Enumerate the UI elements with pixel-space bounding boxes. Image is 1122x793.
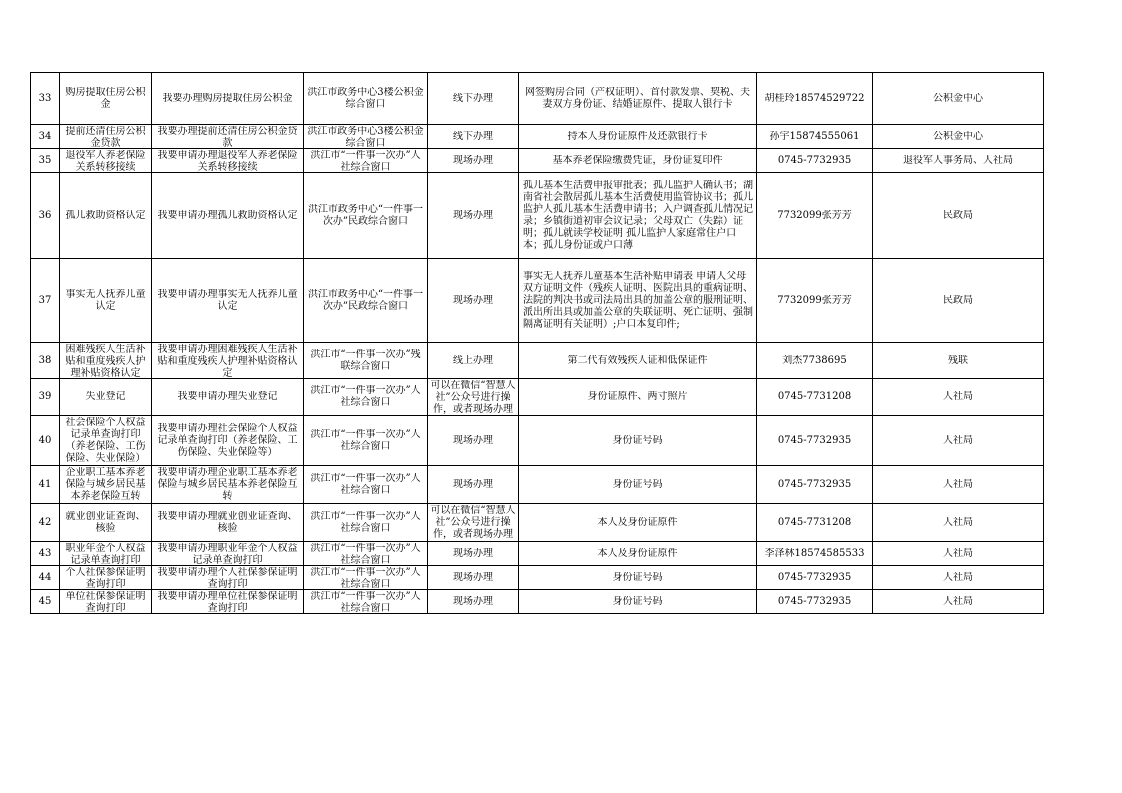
required-materials-cell	[519, 259, 757, 343]
table-row	[31, 466, 1044, 504]
row-number: 41	[38, 478, 52, 490]
department-cell	[873, 73, 1044, 125]
row-number: 33	[38, 92, 52, 104]
item-description-cell	[152, 466, 304, 504]
item-name: 困难残疾人生活补贴和重度残疾人护理补贴资格认定	[65, 343, 146, 378]
handling-mode-cell	[428, 379, 519, 416]
row-number: 37	[38, 294, 52, 306]
row-number-cell	[31, 379, 60, 416]
row-number-cell	[31, 590, 60, 614]
department: 公积金中心	[933, 130, 983, 142]
contact-info: 胡桂玲18574529722	[764, 92, 865, 104]
service-location-cell	[304, 259, 428, 343]
required-materials-cell	[519, 416, 757, 466]
service-location: 洪江市“一件事一次办”人社综合窗口	[310, 566, 421, 589]
contact-info-cell	[757, 590, 873, 614]
row-number-cell	[31, 542, 60, 566]
item-description: 我要申请办理就业创业证查询、核验	[157, 510, 298, 534]
department: 人社局	[943, 571, 973, 583]
service-location: 洪江市政务中心3楼公积金综合窗口	[307, 125, 424, 148]
contact-info-cell	[757, 173, 873, 259]
handling-mode: 现场办理	[453, 478, 493, 490]
handling-mode: 现场办理	[453, 547, 493, 559]
item-name: 退役军人养老保险关系转移接续	[65, 149, 146, 172]
contact-info: 0745-7731208	[777, 516, 852, 528]
row-number-cell	[31, 343, 60, 379]
row-number: 38	[38, 354, 52, 366]
contact-info-cell	[757, 259, 873, 343]
service-location-cell	[304, 73, 428, 125]
department: 人社局	[943, 595, 973, 607]
department: 人社局	[943, 516, 973, 528]
service-location-cell	[304, 590, 428, 614]
contact-info-cell	[757, 566, 873, 590]
handling-mode-cell	[428, 590, 519, 614]
department-cell	[873, 343, 1044, 379]
item-description-cell	[152, 379, 304, 416]
required-materials: 基本养老保险缴费凭证，身份证复印件	[552, 154, 723, 166]
department-cell	[873, 416, 1044, 466]
handling-mode: 现场办理	[453, 595, 493, 607]
department: 人社局	[943, 478, 973, 490]
department: 人社局	[943, 434, 973, 446]
item-name-cell	[60, 125, 152, 149]
item-description-cell	[152, 125, 304, 149]
handling-mode-cell	[428, 149, 519, 173]
item-name: 企业职工基本养老保险与城乡居民基本养老保险互转	[65, 466, 146, 502]
table-row	[31, 73, 1044, 125]
handling-mode: 现场办理	[453, 209, 493, 221]
handling-mode-cell	[428, 504, 519, 542]
item-description-cell	[152, 542, 304, 566]
item-name-cell	[60, 379, 152, 416]
required-materials-cell	[519, 504, 757, 542]
service-location: 洪江市“一件事一次办”人社综合窗口	[310, 428, 421, 452]
contact-info-cell	[757, 416, 873, 466]
row-number: 40	[38, 434, 52, 446]
required-materials-cell	[519, 466, 757, 504]
item-description-cell	[152, 504, 304, 542]
service-location-cell	[304, 379, 428, 416]
required-materials-cell	[519, 173, 757, 259]
row-number-cell	[31, 416, 60, 466]
required-materials: 身份证号码	[612, 434, 663, 446]
item-name-cell	[60, 259, 152, 343]
item-name: 社会保险个人权益记录单查询打印（养老保险、工伤保险、失业保险）	[65, 416, 146, 464]
table-row	[31, 416, 1044, 466]
contact-info-cell	[757, 379, 873, 416]
table-row	[31, 259, 1044, 343]
row-number-cell	[31, 566, 60, 590]
service-location: 洪江市“一件事一次办”人社综合窗口	[310, 590, 421, 613]
item-description: 我要办理购房提取住房公积金	[162, 92, 293, 104]
contact-info-cell	[757, 504, 873, 542]
service-location: 洪江市“一件事一次办”人社综合窗口	[310, 472, 421, 496]
contact-info: 李泽林18574585533	[764, 547, 865, 559]
row-number-cell	[31, 504, 60, 542]
handling-mode-cell	[428, 542, 519, 566]
contact-info-cell	[757, 149, 873, 173]
item-description-cell	[152, 566, 304, 590]
contact-info: 0745-7732935	[777, 434, 852, 446]
row-number: 39	[38, 391, 52, 402]
service-location: 洪江市政务中心3楼公积金综合窗口	[307, 86, 424, 110]
item-description: 我要申请办理退役军人养老保险关系转移接续	[157, 149, 298, 172]
item-name-cell	[60, 590, 152, 614]
handling-mode-cell	[428, 259, 519, 343]
table-row	[31, 343, 1044, 379]
service-location-cell	[304, 542, 428, 566]
table-row	[31, 379, 1044, 416]
table-row	[31, 149, 1044, 173]
row-number-cell	[31, 259, 60, 343]
contact-info: 0745-7732935	[777, 571, 852, 583]
service-location-cell	[304, 504, 428, 542]
row-number: 45	[38, 595, 52, 607]
service-location-cell	[304, 343, 428, 379]
required-materials-cell	[519, 343, 757, 379]
contact-info: 0745-7732935	[777, 478, 852, 490]
required-materials: 第二代有效残疾人证和低保证件	[567, 354, 708, 366]
item-description-cell	[152, 73, 304, 125]
required-materials-cell	[519, 379, 757, 416]
row-number-cell	[31, 73, 60, 125]
item-name: 个人社保参保证明查询打印	[65, 566, 146, 589]
required-materials-cell	[519, 125, 757, 149]
row-number-cell	[31, 466, 60, 504]
contact-info: 0745-7732935	[777, 154, 852, 166]
handling-mode-cell	[428, 125, 519, 149]
item-description: 我要申请办理事实无人抚养儿童认定	[157, 288, 298, 312]
contact-info: 0745-7731208	[777, 391, 852, 402]
department-cell	[873, 466, 1044, 504]
handling-mode: 现场办理	[453, 434, 493, 446]
required-materials-cell	[519, 73, 757, 125]
contact-info: 7732099张芳芳	[777, 294, 852, 306]
item-name: 孤儿救助资格认定	[65, 209, 146, 221]
row-number: 34	[38, 130, 52, 142]
item-description-cell	[152, 173, 304, 259]
required-materials: 孤儿基本生活费申报审批表；孤儿监护人确认书；湖南省社会散居孤儿基本生活费使用监管协议书；孤儿监护人孤儿基本生活费申请书；入户调查孤儿情况记录；乡镇街道初审会议记录；父母双亡（失踪）证明；孤儿就读学校证明 孤儿监护人家庭常住户口本；孤儿身份证或户口薄	[523, 179, 753, 251]
department: 人社局	[943, 547, 973, 559]
item-name-cell	[60, 466, 152, 504]
item-description: 我要申请办理失业登记	[177, 391, 278, 402]
required-materials: 本人及身份证原件	[597, 547, 678, 559]
department: 公积金中心	[933, 92, 983, 104]
item-name: 购房提取住房公积金	[65, 86, 146, 110]
contact-info-cell	[757, 73, 873, 125]
required-materials: 事实无人抚养儿童基本生活补贴申请表 申请人父母双方证明文件（残疾人证明、医院出具的重病证明、法院的判决书或司法局出具的加盖公章的服刑证明、派出所出具或加盖公章的失联证明、死亡证明、强制隔离证明有关证明）;户口本复印件;	[523, 270, 753, 330]
item-name-cell	[60, 173, 152, 259]
item-name-cell	[60, 504, 152, 542]
item-name: 提前还清住房公积金贷款	[65, 125, 146, 148]
table-row	[31, 504, 1044, 542]
department: 民政局	[943, 294, 973, 306]
item-description: 我要办理提前还清住房公积金贷款	[157, 125, 298, 148]
item-description-cell	[152, 343, 304, 379]
table-row	[31, 173, 1044, 259]
contact-info: 7732099张芳芳	[777, 209, 852, 221]
department-cell	[873, 504, 1044, 542]
service-location: 洪江市“一件事一次办”人社综合窗口	[310, 542, 421, 565]
service-table	[30, 72, 1044, 614]
item-description-cell	[152, 259, 304, 343]
handling-mode: 可以在微信“智慧人社”公众号进行操作，或者现场办理	[430, 379, 516, 415]
item-name-cell	[60, 149, 152, 173]
required-materials-cell	[519, 149, 757, 173]
handling-mode: 线下办理	[453, 92, 493, 104]
item-description: 我要申请办理单位社保参保证明查询打印	[157, 590, 298, 613]
required-materials-cell	[519, 566, 757, 590]
handling-mode: 线下办理	[453, 130, 493, 142]
service-location: 洪江市“一件事一次办”残联综合窗口	[310, 348, 421, 372]
handling-mode-cell	[428, 173, 519, 259]
service-location-cell	[304, 416, 428, 466]
table-row	[31, 566, 1044, 590]
department-cell	[873, 173, 1044, 259]
row-number: 36	[38, 209, 52, 221]
row-number-cell	[31, 125, 60, 149]
required-materials: 身份证原件、两寸照片	[587, 391, 688, 402]
required-materials: 持本人身份证原件及还款银行卡	[567, 130, 708, 142]
department-cell	[873, 259, 1044, 343]
item-description: 我要申请办理孤儿救助资格认定	[157, 209, 298, 221]
item-description: 我要申请办理困难残疾人生活补贴和重度残疾人护理补贴资格认定	[157, 343, 298, 378]
contact-info: 0745-7732935	[777, 595, 852, 607]
required-materials-cell	[519, 542, 757, 566]
department-cell	[873, 379, 1044, 416]
handling-mode: 现场办理	[453, 571, 493, 583]
row-number-cell	[31, 173, 60, 259]
table-body	[31, 73, 1044, 614]
table-row	[31, 542, 1044, 566]
contact-info-cell	[757, 343, 873, 379]
service-location-cell	[304, 566, 428, 590]
service-location: 洪江市“一件事一次办”人社综合窗口	[310, 385, 421, 408]
item-name-cell	[60, 566, 152, 590]
item-name-cell	[60, 416, 152, 466]
row-number-cell	[31, 149, 60, 173]
item-description: 我要申请办理个人社保参保证明查询打印	[157, 566, 298, 589]
item-description: 我要申请办理企业职工基本养老保险与城乡居民基本养老保险互转	[157, 466, 298, 502]
service-location: 洪江市政务中心“一件事一次办”民政综合窗口	[307, 288, 424, 312]
item-name-cell	[60, 343, 152, 379]
required-materials: 身份证号码	[612, 595, 663, 607]
department-cell	[873, 542, 1044, 566]
item-description-cell	[152, 149, 304, 173]
department: 退役军人事务局、人社局	[903, 154, 1013, 166]
item-name-cell	[60, 73, 152, 125]
row-number: 42	[38, 516, 52, 528]
department-cell	[873, 566, 1044, 590]
service-location: 洪江市“一件事一次办”人社综合窗口	[310, 149, 421, 172]
item-description: 我要申请办理职业年金个人权益记录单查询打印	[157, 542, 298, 565]
handling-mode-cell	[428, 73, 519, 125]
department: 残联	[948, 354, 968, 366]
item-name: 职业年金个人权益记录单查询打印	[65, 542, 146, 565]
item-description-cell	[152, 416, 304, 466]
handling-mode-cell	[428, 343, 519, 379]
contact-info: 刘杰7738695	[782, 354, 847, 366]
handling-mode-cell	[428, 566, 519, 590]
item-description-cell	[152, 590, 304, 614]
handling-mode: 现场办理	[453, 294, 493, 306]
contact-info-cell	[757, 125, 873, 149]
service-location-cell	[304, 149, 428, 173]
service-location-cell	[304, 466, 428, 504]
department-cell	[873, 125, 1044, 149]
handling-mode: 可以在微信“智慧人社”公众号进行操作，或者现场办理	[430, 504, 516, 540]
item-name: 失业登记	[85, 391, 126, 402]
item-name: 单位社保参保证明查询打印	[65, 590, 146, 613]
contact-info-cell	[757, 542, 873, 566]
contact-info: 孙宇15874555061	[769, 130, 860, 142]
department: 人社局	[943, 391, 973, 402]
handling-mode-cell	[428, 466, 519, 504]
service-location: 洪江市“一件事一次办”人社综合窗口	[310, 510, 421, 534]
service-location-cell	[304, 173, 428, 259]
required-materials-cell	[519, 590, 757, 614]
item-name: 事实无人抚养儿童认定	[65, 288, 146, 312]
table-row	[31, 125, 1044, 149]
required-materials: 身份证号码	[612, 571, 663, 583]
item-name: 就业创业证查询、核验	[65, 510, 146, 534]
department-cell	[873, 590, 1044, 614]
table-row	[31, 590, 1044, 614]
required-materials: 身份证号码	[612, 478, 663, 490]
row-number: 44	[38, 571, 52, 583]
item-description: 我要申请办理社会保险个人权益记录单查询打印（养老保险、工伤保险、失业保险等）	[157, 422, 298, 458]
service-location-cell	[304, 125, 428, 149]
item-name-cell	[60, 542, 152, 566]
required-materials: 本人及身份证原件	[597, 516, 678, 528]
contact-info-cell	[757, 466, 873, 504]
row-number: 35	[38, 154, 52, 166]
department-cell	[873, 149, 1044, 173]
handling-mode: 现场办理	[453, 154, 493, 166]
handling-mode-cell	[428, 416, 519, 466]
row-number: 43	[38, 547, 52, 559]
department: 民政局	[943, 209, 973, 221]
required-materials: 网签购房合同（产权证明）、首付款发票、契税、夫妻双方身份证、结婚证原件、提取人银行卡	[525, 86, 750, 110]
service-location: 洪江市政务中心“一件事一次办”民政综合窗口	[307, 203, 424, 227]
handling-mode: 线上办理	[453, 354, 493, 366]
